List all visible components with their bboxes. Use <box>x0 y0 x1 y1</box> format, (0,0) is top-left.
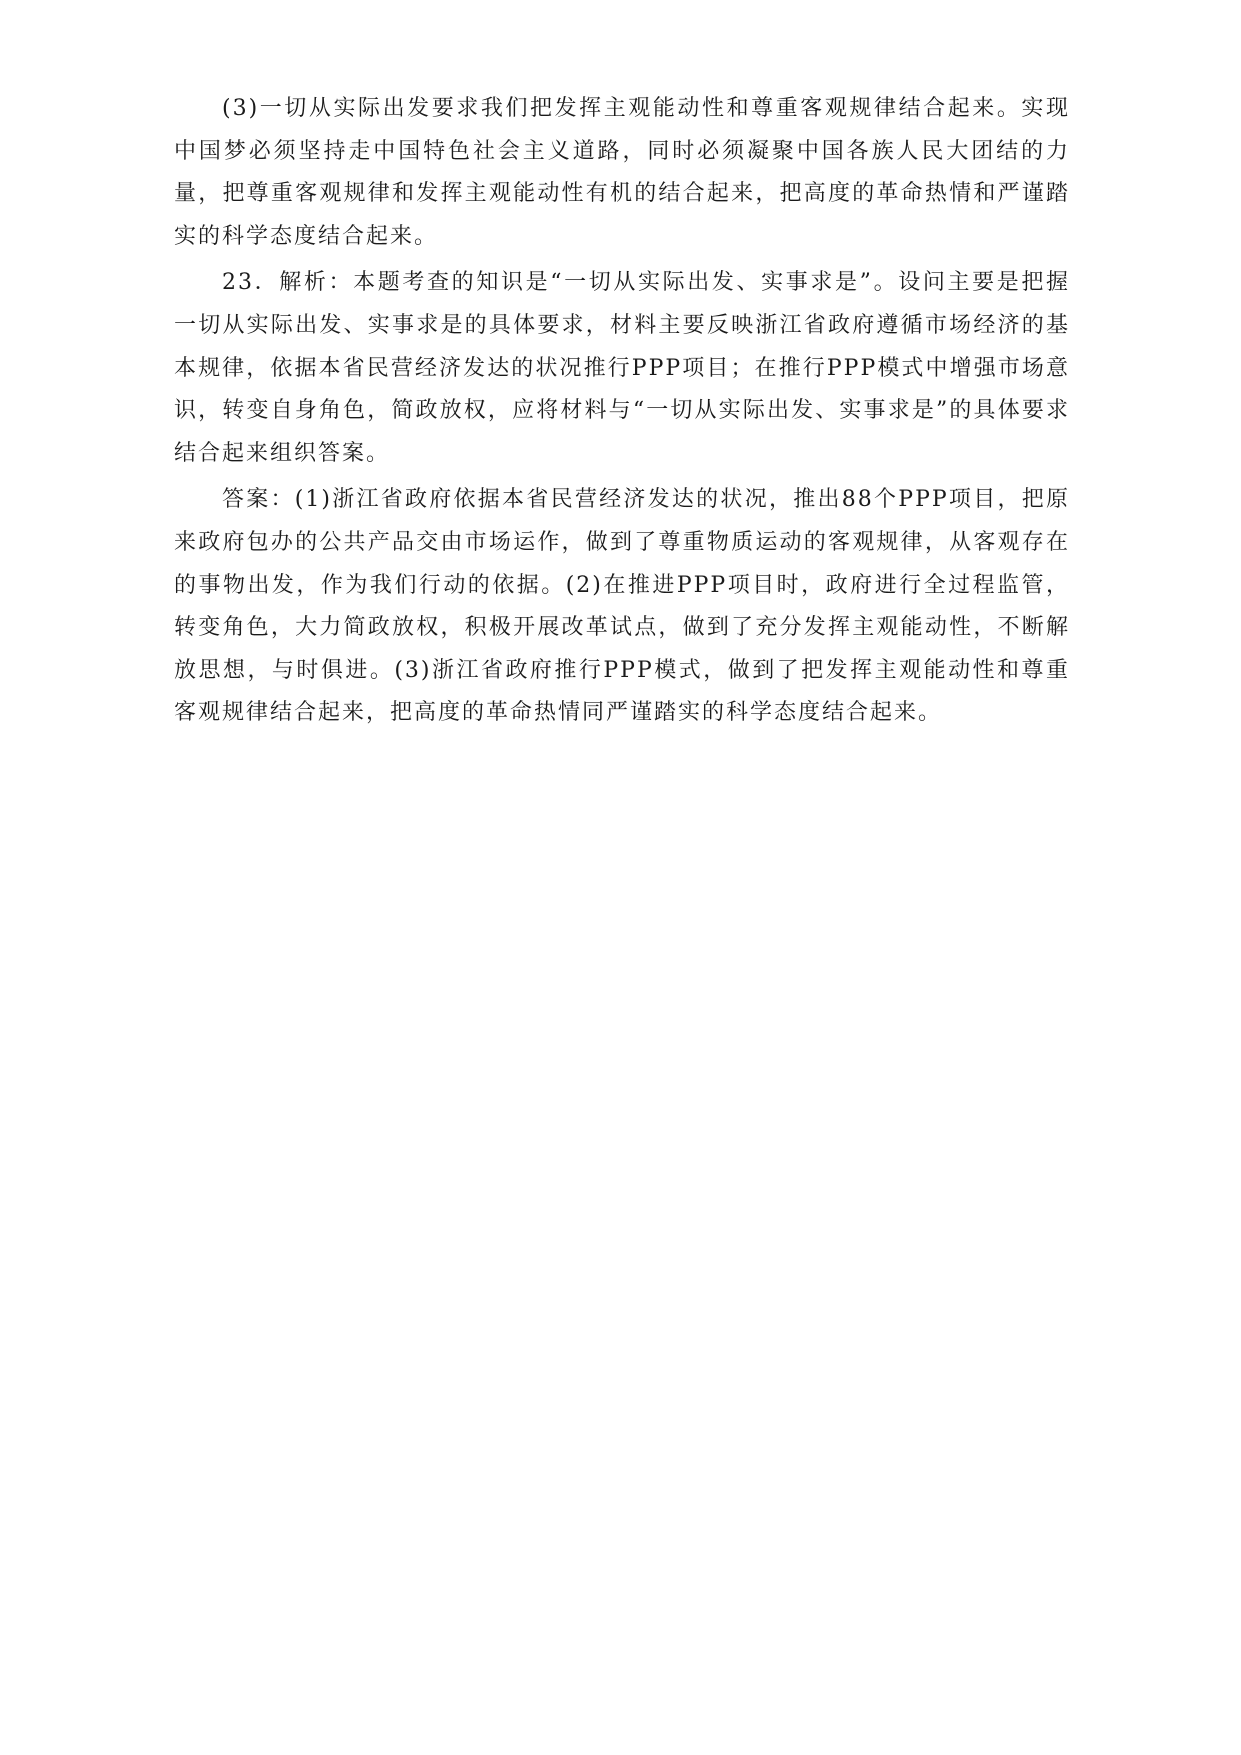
document-body <box>174 88 1070 739</box>
answer-paragraph-3: (3)一切从实际出发要求我们把发挥主观能动性和尊重客观规律结合起来。实现中国梦必须坚持走中国特色社会主义道路，同时必须凝聚中国各族人民大团结的力量，把尊重客观规律和发挥主观能动性有机的结合起来，把高度的革命热情和严谨踏实的科学态度结合起来。 <box>174 96 1070 249</box>
answer-paragraph-23: 答案：(1)浙江省政府依据本省民营经济发达的状况，推出88个PPP项目，把原来政府包办的公共产品交由市场运作，做到了尊重物质运动的客观规律，从客观存在的事物出发，作为我们行动的依据。(2)在推进PPP项目时，政府进行全过程监管，转变角色，大力简政放权，积极开展改革试点，做到了充分发挥主观能动性，不断解放思想，与时俱进。(3)浙江省政府推行PPP模式，做到了把发挥主观能动性和尊重客观规律结合起来，把高度的革命热情同严谨踏实的科学态度结合起来。 <box>174 487 1070 726</box>
analysis-paragraph-23: 23．解析：本题考查的知识是“一切从实际出发、实事求是”。设问主要是把握一切从实际出发、实事求是的具体要求，材料主要反映浙江省政府遵循市场经济的基本规律，依据本省民营经济发达的状况推行PPP项目；在推行PPP模式中增强市场意识，转变自身角色，简政放权，应将材料与“一切从实际出发、实事求是”的具体要求结合起来组织答案。 <box>174 270 1070 466</box>
